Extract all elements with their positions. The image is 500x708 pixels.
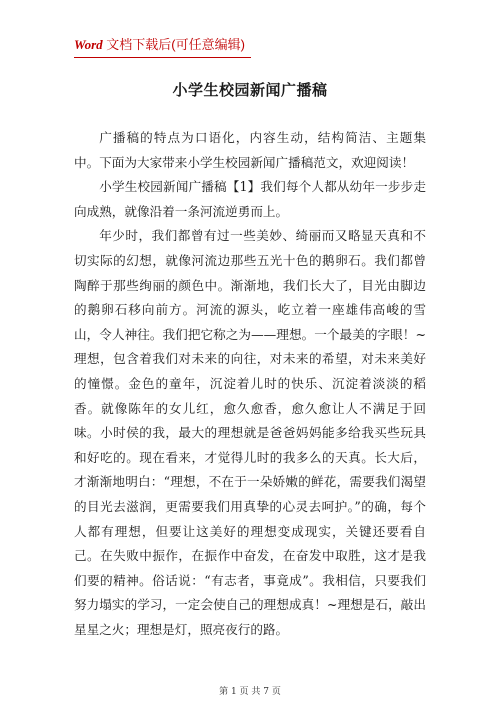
header-word-label: Word (74, 37, 103, 52)
paragraph-1: 小学生校园新闻广播稿【1】我们每个人都从幼年一步步走向成熟，就像沿着一条河流逆勇而上。 (74, 179, 426, 219)
page-number-footer: 第 1 页 共 7 页 (219, 687, 281, 697)
header-note: 文档下载后(可任意编辑) (102, 37, 245, 52)
paragraph-intro: 广播稿的特点为口语化，内容生动，结构简洁、主题集中。下面为大家带来小学生校园新闻广播稿范文，欢迎阅读！ (74, 130, 426, 170)
document-body (74, 126, 426, 642)
document-header (74, 36, 251, 58)
paragraph-2: 年少时，我们都曾有过一些美妙、绮丽而又略显天真和不切实际的幻想，就像河流边那些五光十色的鹅卵石。我们都曾陶醉于那些绚丽的颜色中。渐渐地，我们长大了，目光由脚边的鹅卵石移向前方。河流的源头，屹立着一座雄伟高峻的雪山，令人神往。我们把它称之为——理想。一个最美的字眼！~理想，包含着我们对未来的向往，对未来的希望，对未来美好的憧憬。金色的童年，沉淀着儿时的快乐、沉淀着淡淡的稻香。就像陈年的女儿红，愈久愈香，愈久愈让人不满足于回味。小时侯的我，最大的理想就是爸爸妈妈能多给我买些玩具和好吃的。现在看来，才觉得儿时的我多么的天真。长大后，才渐渐地明白：“理想，不在于一朵娇嫩的鲜花，需要我们渴望的目光去滋润，更需要我们用真挚的心灵去呵护。”的确，每个人都有理想，但要让这美好的理想变成现实，关键还要看自己。在失败中振作，在振作中奋发，在奋发中取胜，这才是我们要的精神。俗话说：“有志者，事竟成”。我相信，只要我们努力塌实的学习，一定会使自己的理想成真！~理想是石，敲出星星之火；理想是灯，照亮夜行的路。 (74, 228, 426, 637)
document-title: 小学生校园新闻广播稿 (172, 81, 328, 99)
